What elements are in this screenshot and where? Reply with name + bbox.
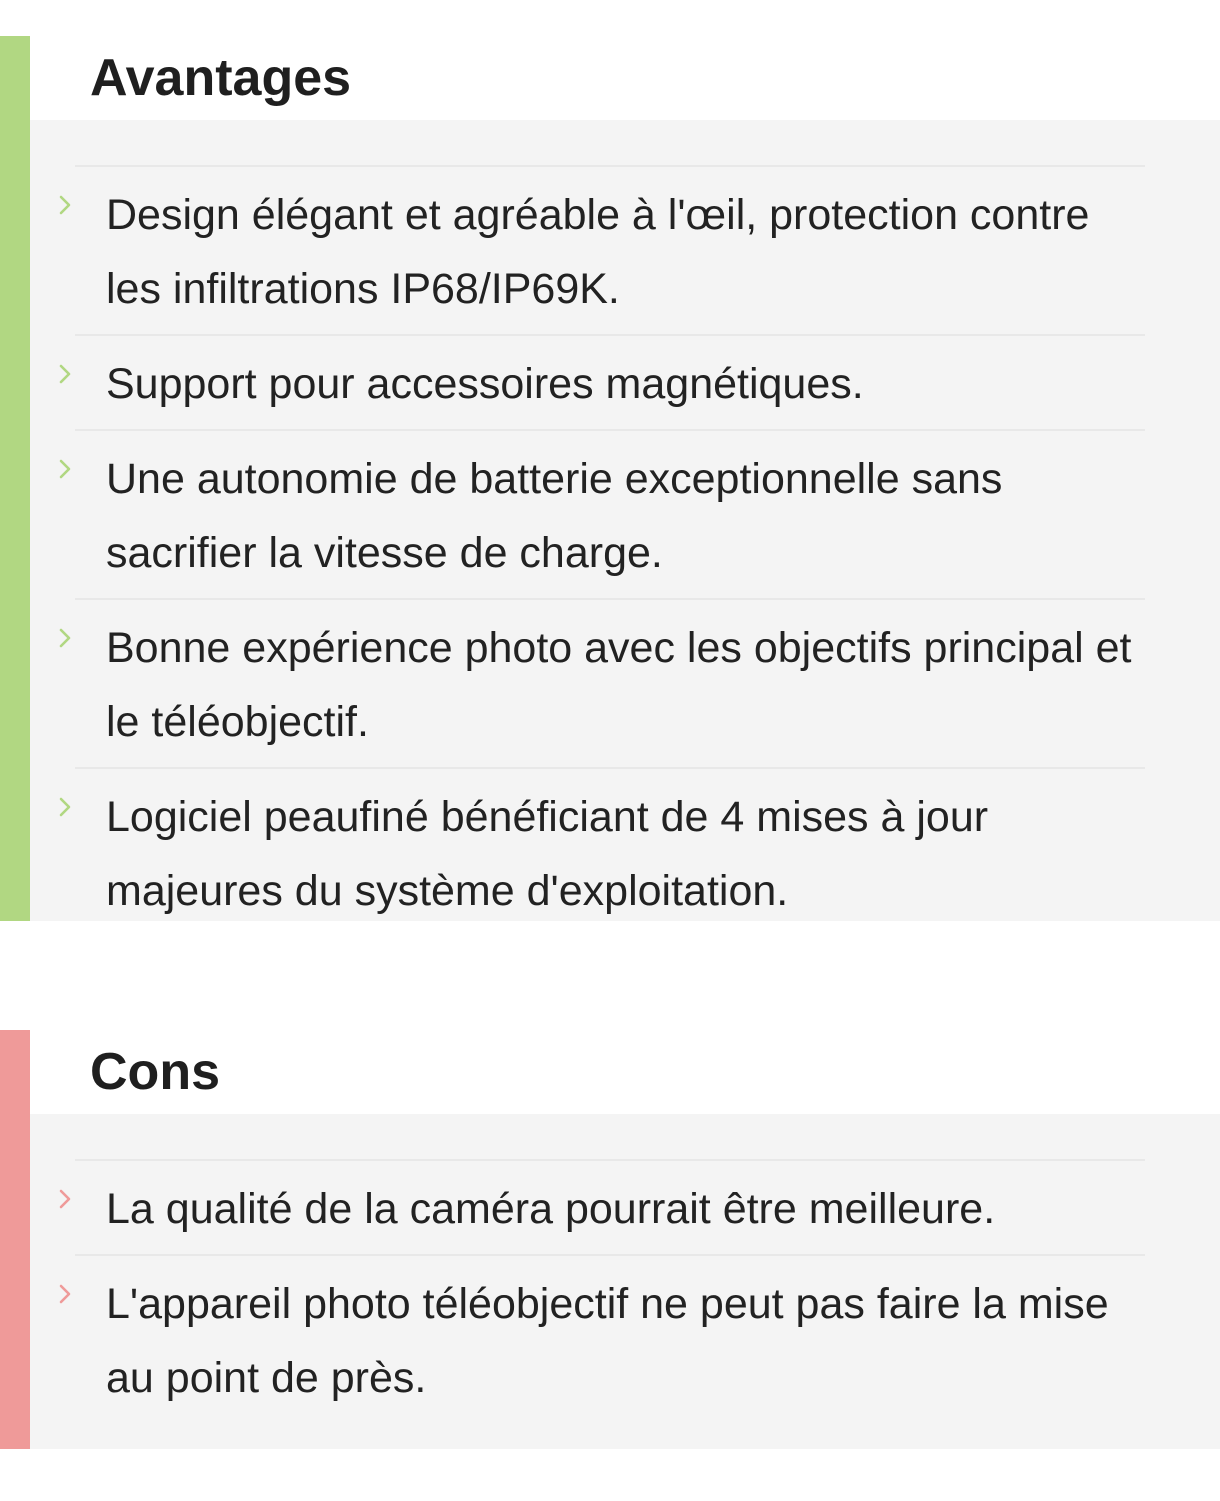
- chevron-right-icon: [59, 625, 71, 651]
- pros-item-text: Logiciel peaufiné bénéficiant de 4 mises à jour majeures du système d'exploitation.: [106, 793, 989, 915]
- pros-section: [0, 36, 1220, 921]
- cons-panel: [30, 1114, 1220, 1449]
- pros-list-item: [75, 429, 1145, 598]
- pros-item-text: Design élégant et agréable à l'œil, protection contre les infiltrations IP68/IP69K.: [106, 191, 1090, 313]
- cons-item-text: La qualité de la caméra pourrait être meilleure.: [106, 1185, 996, 1233]
- cons-list-item: [75, 1254, 1145, 1423]
- cons-title: Cons: [90, 1043, 220, 1101]
- chevron-right-icon: [59, 1186, 71, 1212]
- cons-list-item: [75, 1159, 1145, 1254]
- pros-list: [75, 165, 1145, 936]
- chevron-right-icon: [59, 1281, 71, 1307]
- pros-item-text: Une autonomie de batterie exceptionnelle sans sacrifier la vitesse de charge.: [106, 455, 1003, 577]
- pros-accent-bar: [0, 36, 30, 921]
- pros-list-item: [75, 767, 1145, 936]
- cons-item-text: L'appareil photo téléobjectif ne peut pas faire la mise au point de près.: [106, 1280, 1109, 1402]
- cons-section: [0, 1030, 1220, 1449]
- pros-panel: [30, 120, 1220, 921]
- pros-item-text: Support pour accessoires magnétiques.: [106, 360, 864, 408]
- chevron-right-icon: [59, 456, 71, 482]
- cons-list: [75, 1159, 1145, 1423]
- pros-title: Avantages: [90, 49, 352, 107]
- pros-list-item: [75, 165, 1145, 334]
- pros-item-text: Bonne expérience photo avec les objectifs principal et le téléobjectif.: [106, 624, 1132, 746]
- pros-list-item: [75, 598, 1145, 767]
- pros-list-item: [75, 334, 1145, 429]
- chevron-right-icon: [59, 794, 71, 820]
- cons-accent-bar: [0, 1030, 30, 1449]
- chevron-right-icon: [59, 361, 71, 387]
- chevron-right-icon: [59, 192, 71, 218]
